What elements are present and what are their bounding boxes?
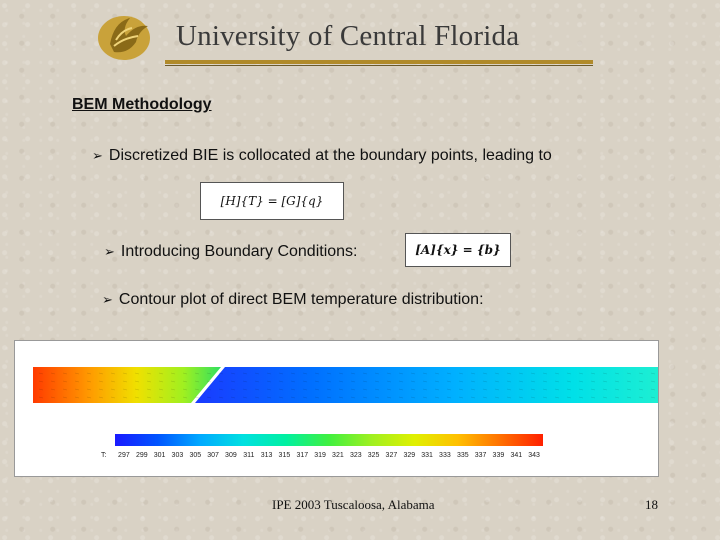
colorbar-tick-label: 337 (474, 452, 487, 459)
colorbar-tick-label: 335 (456, 452, 469, 459)
contour-plot (14, 340, 659, 477)
colorbar (115, 434, 543, 446)
bullet-contour-plot (102, 291, 484, 309)
colorbar-tick-label: 313 (260, 452, 273, 459)
colorbar-tick-label: 327 (385, 452, 398, 459)
colorbar-tick-label: 325 (367, 452, 380, 459)
colorbar-tick-label: 301 (153, 452, 166, 459)
colorbar-tick-label: 307 (207, 452, 219, 459)
bullet-text: Introducing Boundary Conditions: (120, 243, 358, 260)
colorbar-tick-label: 329 (403, 452, 416, 459)
colorbar-tick-label: 311 (243, 452, 255, 459)
colorbar-prefix: T: (101, 452, 107, 459)
colorbar-tick-label: 331 (421, 452, 433, 459)
arrow-bullet-icon: ➢ (104, 245, 115, 260)
colorbar-ticks (101, 452, 540, 459)
slide-heading: BEM Methodology (72, 96, 212, 113)
bullet-text: Contour plot of direct BEM temperature distribution: (118, 291, 484, 308)
colorbar-tick-label: 323 (349, 452, 362, 459)
equation-axb: [A]{x} = {b} (405, 233, 511, 267)
contour-hot-region (33, 367, 221, 403)
colorbar-tick-label: 305 (189, 452, 202, 459)
title-underline-thin (165, 65, 593, 66)
colorbar-tick-label: 315 (278, 452, 291, 459)
arrow-bullet-icon: ➢ (92, 149, 103, 164)
colorbar-tick-label: 319 (314, 452, 326, 459)
equation-hgq: [H]{T} = [G]{q} (200, 182, 344, 220)
title-underline (165, 60, 593, 64)
ucf-pegasus-logo (92, 4, 162, 64)
colorbar-tick-label: 299 (135, 452, 148, 459)
bullet-discretized (92, 147, 552, 165)
colorbar-tick-label: 341 (510, 452, 523, 459)
colorbar-tick-label: 343 (528, 452, 540, 459)
footer-page-number: 18 (645, 497, 658, 512)
contour-hatch-mark (195, 397, 199, 398)
colorbar-tick-label: 321 (332, 452, 344, 459)
colorbar-tick-label: 303 (171, 452, 184, 459)
bullet-boundary-conditions (104, 243, 358, 261)
arrow-bullet-icon: ➢ (102, 293, 113, 308)
university-title: University of Central Florida (176, 20, 520, 52)
contour-plot-svg (15, 341, 658, 476)
footer-conference: IPE 2003 Tuscaloosa, Alabama (272, 497, 435, 512)
colorbar-tick-label: 309 (225, 452, 237, 459)
bullet-text: Discretized BIE is collocated at the boundary points, leading to (108, 147, 552, 164)
colorbar-tick-label: 333 (439, 452, 451, 459)
colorbar-tick-label: 317 (296, 452, 309, 459)
colorbar-tick-label: 339 (492, 452, 505, 459)
colorbar-tick-label: 297 (118, 452, 130, 459)
